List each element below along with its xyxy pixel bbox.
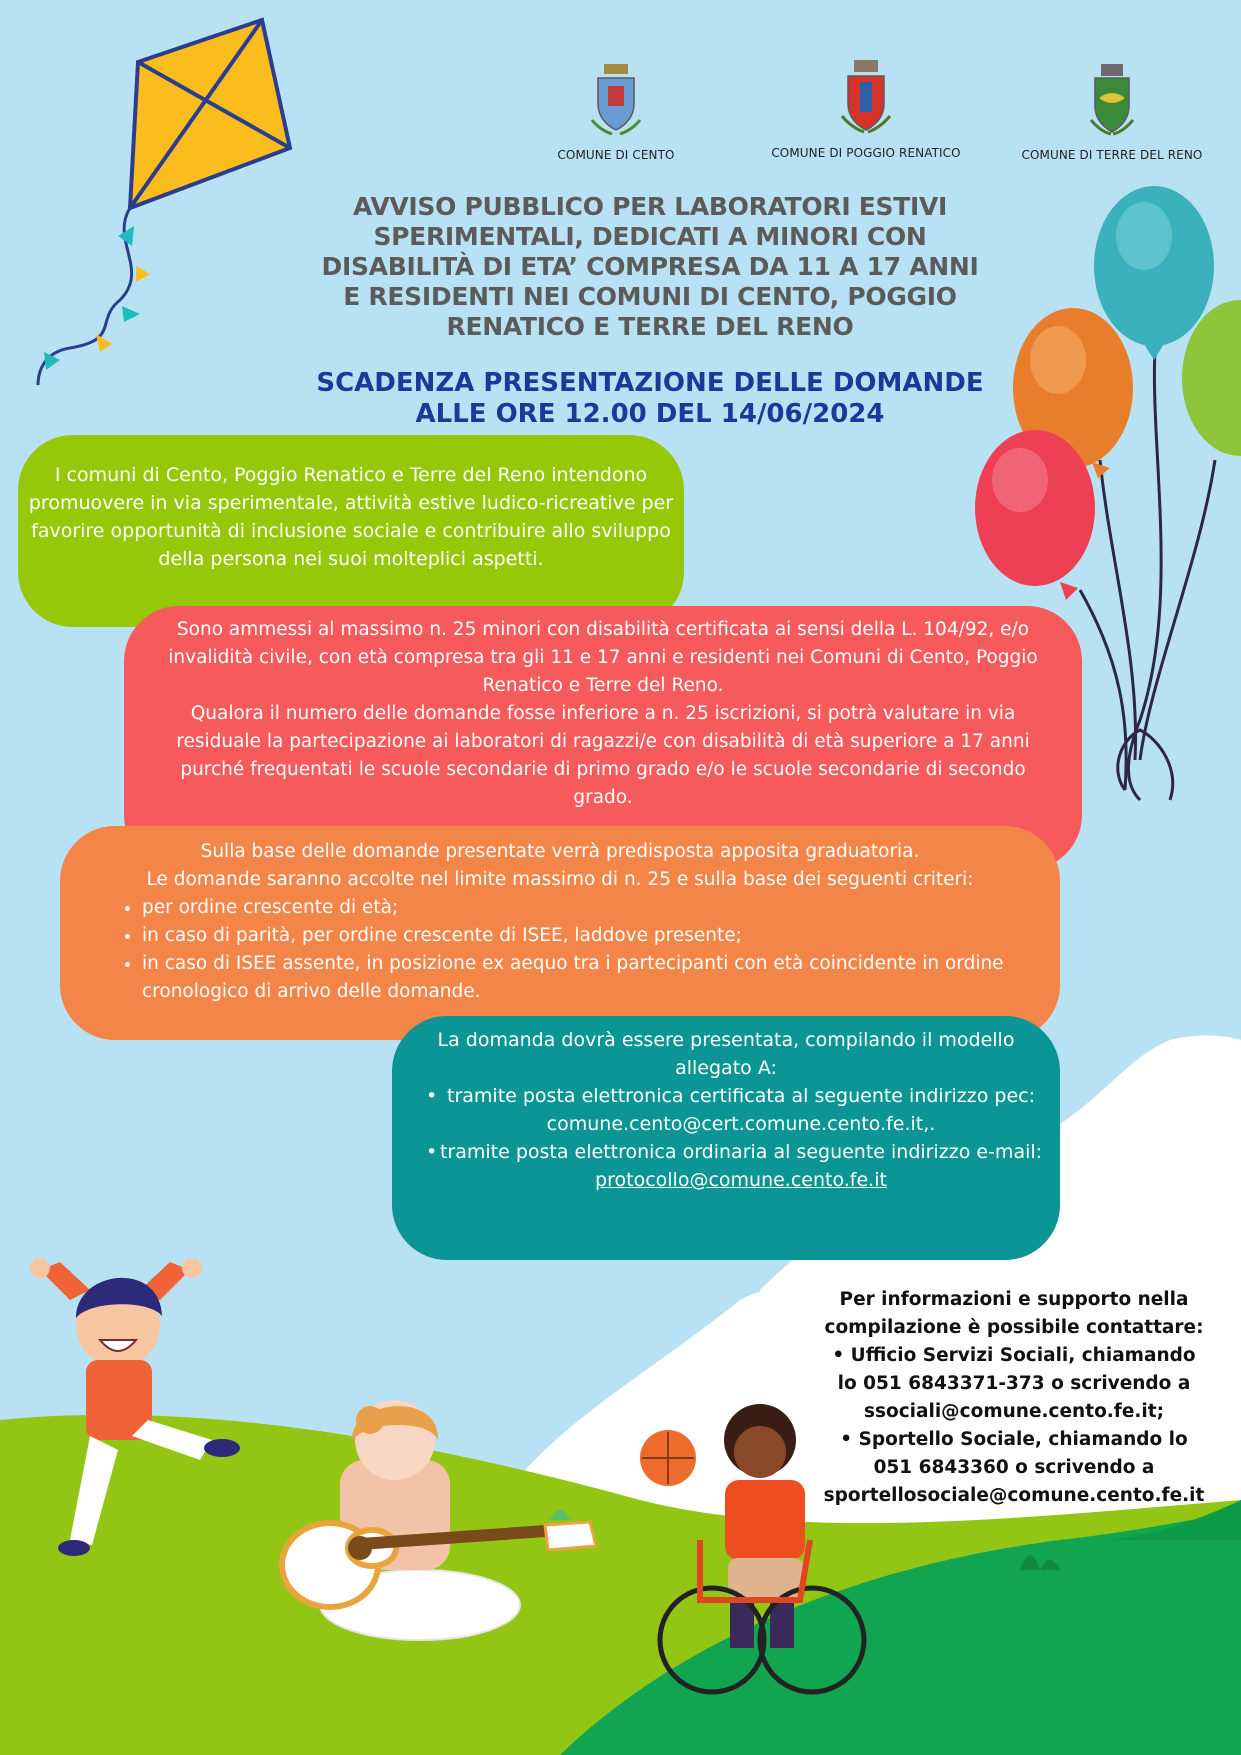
criteria-intro-line: Sulla base delle domande presentate verrà predisposta apposita graduatoria. (200, 841, 920, 862)
pec-method-item (432, 1082, 1050, 1138)
application-methods-list (402, 1082, 1050, 1194)
contact-info (818, 1286, 1210, 1510)
criteria-item: • in caso di parità, per ordine crescente di ISEE, laddove presente; (142, 922, 1020, 950)
contact-line: 051 6843360 o scrivendo a (873, 1457, 1155, 1478)
admission-line: Renatico e Terre del Reno. (482, 675, 724, 696)
crest-poggio-renatico (746, 58, 986, 160)
contact-line: compilazione è possibile contattare: (824, 1317, 1204, 1338)
contact-line: • Sportello Sociale, chiamando lo (840, 1429, 1188, 1450)
criteria-item: • in caso di ISEE assente, in posizione ex aequo tra i partecipanti con età coincidente in ordine cronologico di arrivo delle domande. (142, 950, 1020, 1006)
criteria-item: • per ordine crescente di età; (142, 894, 1020, 922)
title-line: RENATICO E TERRE DEL RENO (446, 312, 854, 341)
pec-address: comune.cento@cert.comune.cento.fe.it,. (546, 1113, 936, 1135)
intro-line: promuovere in via sperimentale, attività estive ludico-ricreative per (28, 492, 674, 514)
title-line: DISABILITÀ DI ETA’ COMPRESA DA 11 A 17 ANNI (321, 252, 979, 281)
criteria-list (100, 894, 1020, 1006)
crest-label-poggio-renatico: COMUNE DI POGGIO RENATICO (771, 146, 961, 160)
title-line: SPERIMENTALI, DEDICATI A MINORI CON (373, 222, 927, 251)
criteria-intro-line: Le domande saranno accolte nel limite massimo di n. 25 e sulla base dei seguenti criteri: (146, 869, 974, 890)
email-method-item (432, 1138, 1050, 1194)
admission-line: grado. (573, 787, 633, 808)
terre-del-reno-coat-of-arms-icon (1087, 62, 1137, 142)
criteria-panel (60, 826, 1060, 1040)
title-line: E RESIDENTI NEI COMUNI DI CENTO, POGGIO (343, 282, 957, 311)
kite-icon (38, 20, 290, 385)
admission-line: residuale la partecipazione ai laboratori di ragazzi/e con disabilità di età superiore a 17 anni (176, 731, 1030, 752)
crest-cento (496, 60, 736, 162)
admission-line: invalidità civile, con età compresa tra gli 11 e 17 anni e residenti nei Comuni di Cento, Poggio (168, 647, 1038, 668)
application-intro-line: allegato A: (675, 1057, 777, 1079)
pec-method-text: tramite posta elettronica certificata al seguente indirizzo pec: (447, 1085, 1035, 1107)
contact-line: • Ufficio Servizi Sociali, chiamando (832, 1345, 1196, 1366)
deadline-notice (290, 368, 1010, 430)
poggio-renatico-coat-of-arms-icon (838, 58, 894, 140)
page-title (290, 192, 1010, 342)
intro-line: della persona nei suoi molteplici aspetti. (158, 548, 544, 570)
crest-label-cento: COMUNE DI CENTO (557, 148, 675, 162)
admission-line: Qualora il numero delle domande fosse inferiore a n. 25 iscrizioni, si potrà valutare in via (190, 703, 1016, 724)
deadline-line: SCADENZA PRESENTAZIONE DELLE DOMANDE (316, 368, 984, 398)
crest-terre-del-reno (992, 62, 1232, 162)
contact-line: ssociali@comune.cento.fe.it; (863, 1401, 1165, 1422)
contact-line: lo 051 6843371-373 o scrivendo a (837, 1373, 1191, 1394)
intro-line: I comuni di Cento, Poggio Renatico e Terre del Reno intendono (54, 464, 648, 486)
application-intro-line: La domanda dovrà essere presentata, compilando il modello (437, 1029, 1015, 1051)
application-panel (392, 1016, 1060, 1260)
admission-line: purché frequentati le scuole secondarie di primo grado e/o le scuole secondarie di secondo (180, 759, 1026, 780)
contact-line: Per informazioni e supporto nella (839, 1289, 1189, 1310)
admission-line: Sono ammessi al massimo n. 25 minori con disabilità certificata ai sensi della L. 104/92, e/o (176, 619, 1030, 640)
intro-line: favorire opportunità di inclusione sociale e contribuire allo sviluppo (31, 520, 671, 542)
protocollo-email-link[interactable]: protocollo@comune.cento.fe.it (595, 1169, 887, 1191)
cento-coat-of-arms-icon (590, 60, 642, 142)
contact-line: sportellosociale@comune.cento.fe.it (823, 1485, 1205, 1506)
deadline-line: ALLE ORE 12.00 DEL 14/06/2024 (415, 399, 885, 429)
email-method-text: tramite posta elettronica ordinaria al seguente indirizzo e-mail: (439, 1141, 1043, 1163)
title-line: AVVISO PUBBLICO PER LABORATORI ESTIVI (352, 192, 948, 221)
intro-panel (18, 435, 684, 627)
crest-label-terre-del-reno: COMUNE DI TERRE DEL RENO (1021, 148, 1203, 162)
